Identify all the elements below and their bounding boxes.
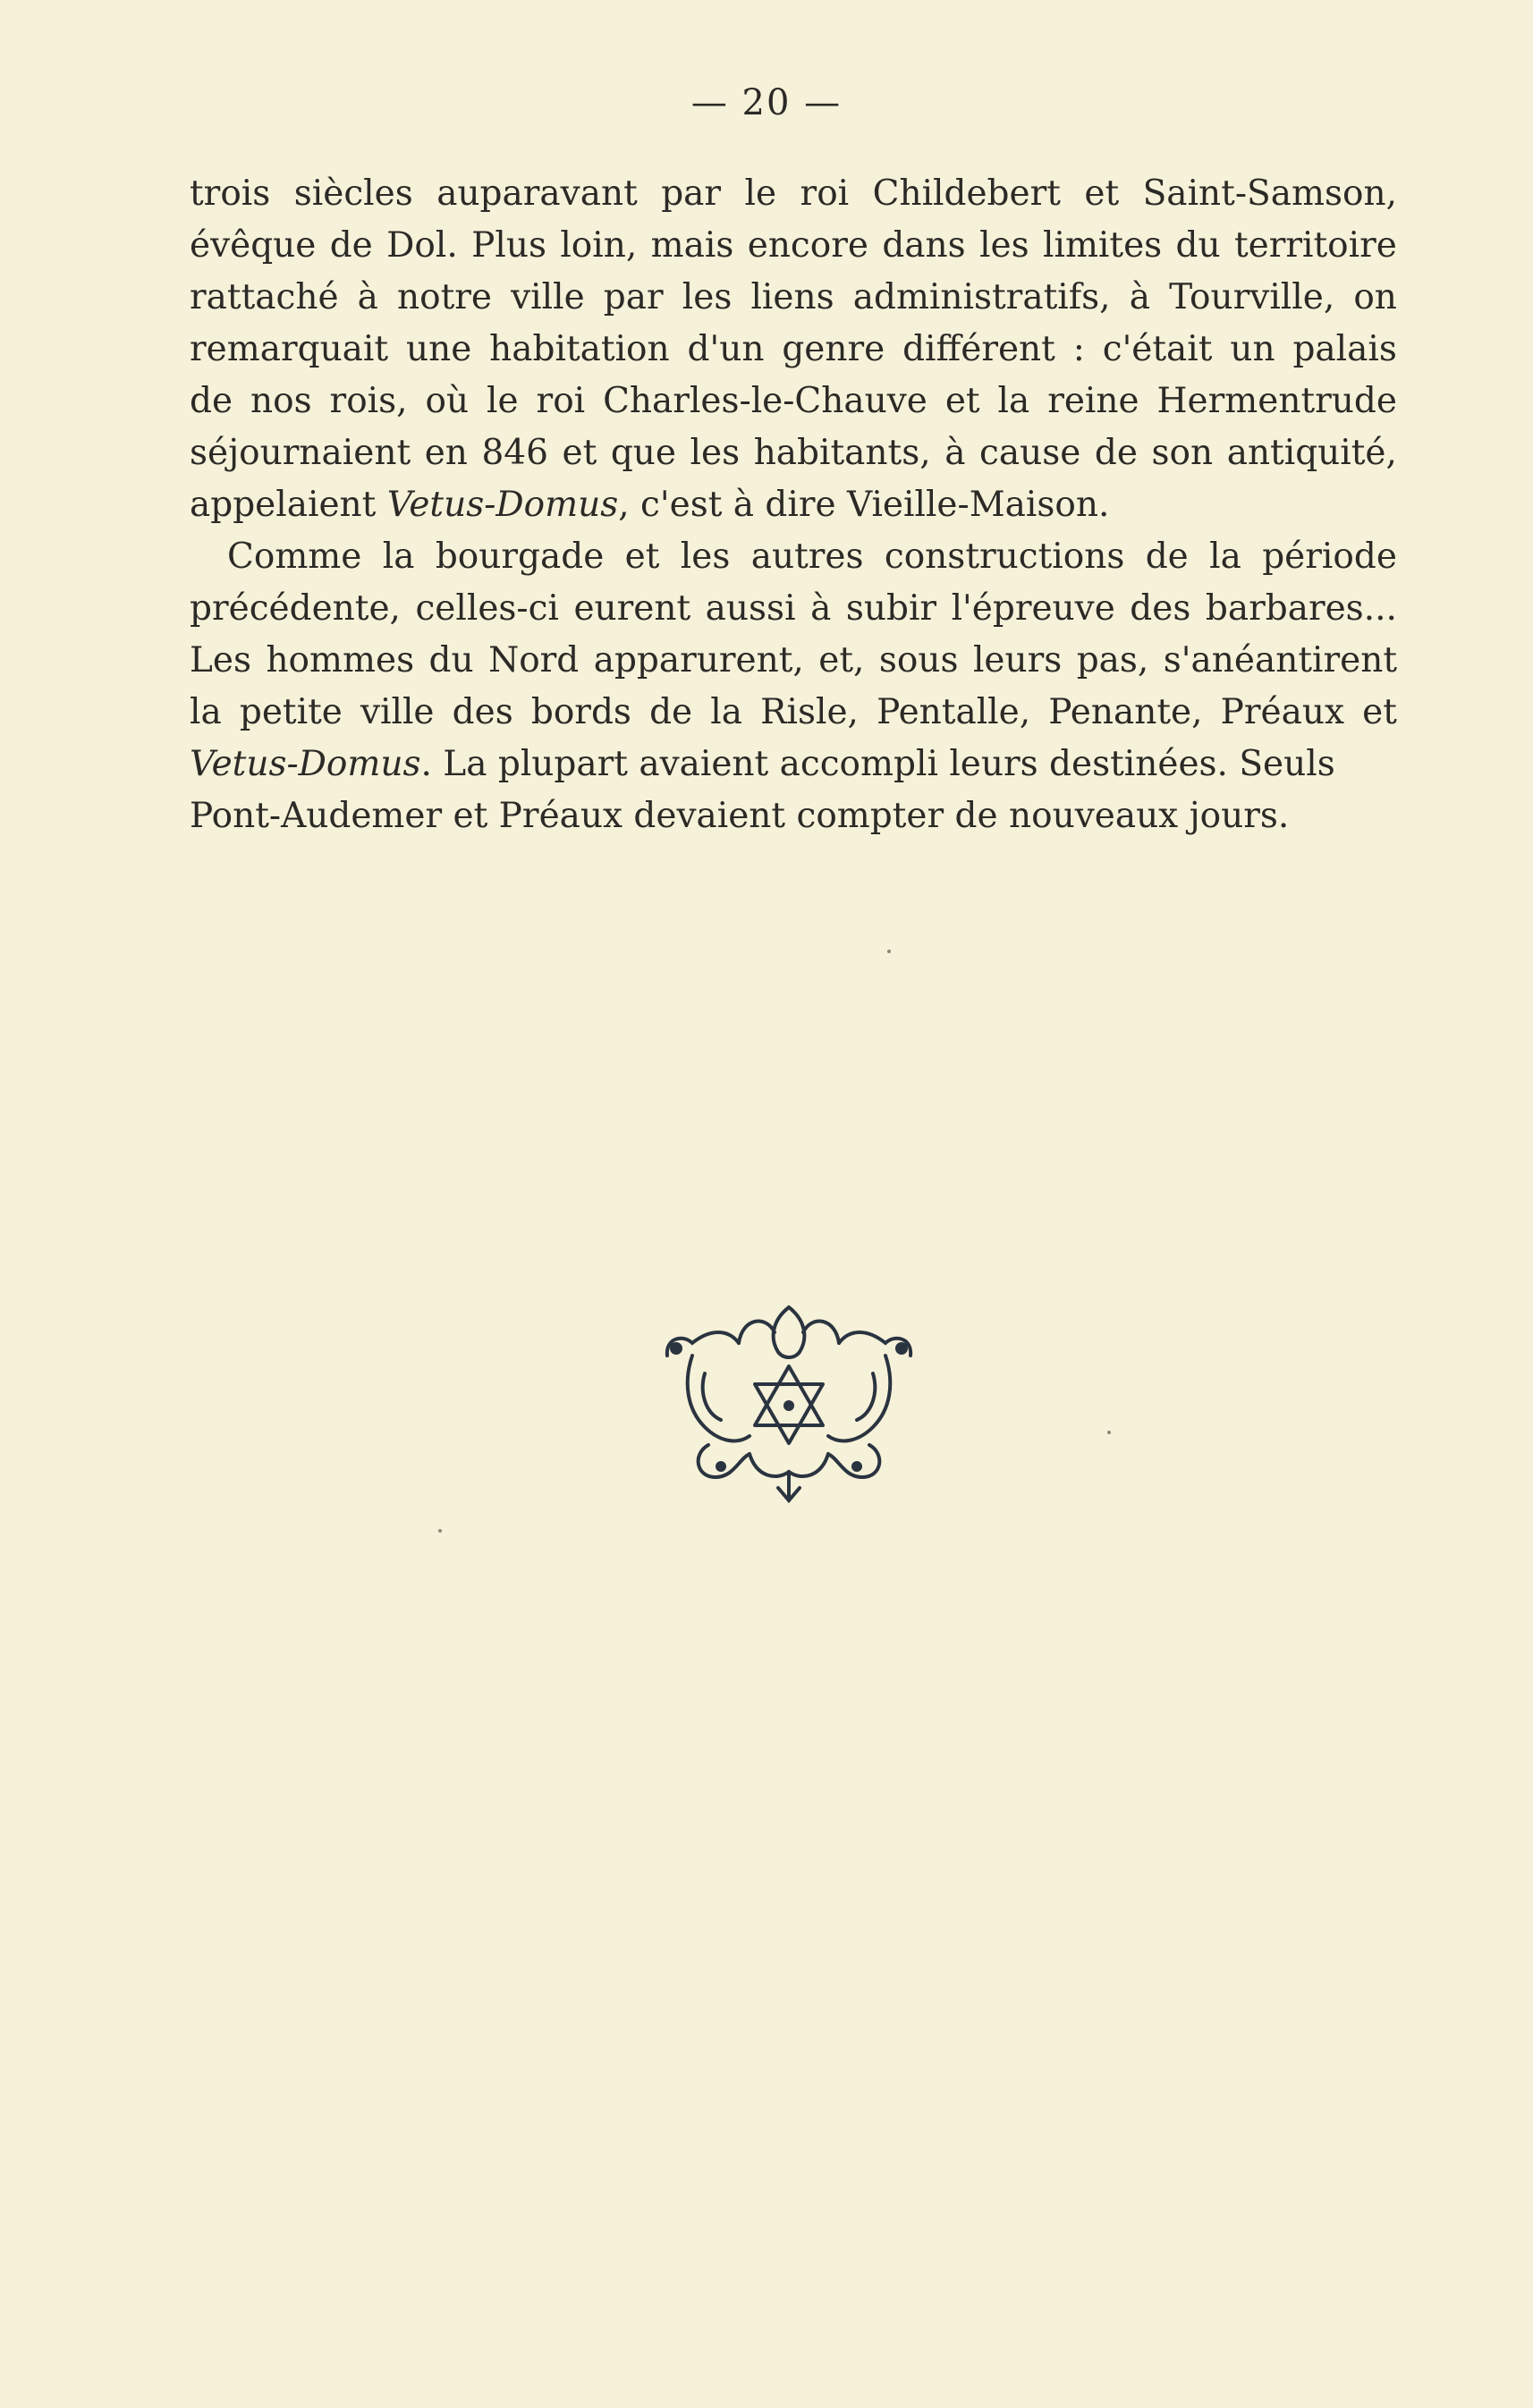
word: à [357, 277, 378, 317]
word: Nord [488, 640, 580, 680]
word: barbares... [1205, 588, 1397, 629]
word: à [810, 588, 832, 629]
word: et [944, 381, 980, 421]
word: siècles [293, 173, 413, 214]
word: par [603, 277, 664, 317]
word: Plus [471, 225, 546, 266]
word: 846 [481, 433, 548, 473]
word: territoire [1233, 225, 1397, 266]
word: constructions [884, 537, 1125, 577]
word: antiquité, [1226, 433, 1397, 473]
word: la [997, 381, 1030, 421]
word: palais [1292, 329, 1397, 369]
paper-speck [1107, 1431, 1111, 1434]
body-text [190, 168, 1397, 842]
italic-title: Vetus-Domus [386, 485, 619, 525]
word: la [710, 692, 742, 732]
word: à [1129, 277, 1150, 317]
word: et [562, 433, 597, 473]
word: le [487, 381, 519, 421]
word: son [1151, 433, 1214, 473]
word: roi [536, 381, 586, 421]
word: une [405, 329, 472, 369]
word: limites [1043, 225, 1163, 266]
word: la [382, 537, 415, 577]
word: d'un [687, 329, 765, 369]
word: mais [650, 225, 734, 266]
word: de [190, 381, 233, 421]
text-line [190, 376, 1397, 427]
word: de [1145, 537, 1189, 577]
word: apparurent, [593, 640, 804, 680]
word: loin, [560, 225, 638, 266]
word: un [1230, 329, 1275, 369]
word: subir [845, 588, 937, 629]
word: Tourville, [1169, 277, 1335, 317]
word: bords [530, 692, 631, 732]
word: de [649, 692, 693, 732]
word: petite [239, 692, 343, 732]
word: du [1175, 225, 1221, 266]
text-line: Vetus-Domus. La plupart avaient accompli leurs destinées. Seuls [190, 744, 1335, 784]
text-line [190, 324, 1397, 376]
text-line: appelaient Vetus-Domus, c'est à dire Vieille-Maison. [190, 485, 1110, 525]
word: la [190, 692, 222, 732]
word: des [1130, 588, 1191, 629]
word: Préaux [1220, 692, 1344, 732]
word: Comme [227, 537, 362, 577]
word: les [682, 277, 733, 317]
word: rois, [329, 381, 408, 421]
word: différent [902, 329, 1055, 369]
word: trois [190, 173, 271, 214]
word: bourgade [435, 537, 605, 577]
word: en [424, 433, 468, 473]
word: sous [878, 640, 959, 680]
word: reine [1047, 381, 1139, 421]
word: : [1072, 329, 1085, 369]
word: leurs [972, 640, 1063, 680]
text-line [190, 168, 1397, 220]
word: autres [750, 537, 864, 577]
word: Risle, [760, 692, 859, 732]
word: aussi [705, 588, 796, 629]
word: à [944, 433, 966, 473]
word: nos [250, 381, 312, 421]
word: Pentalle, [877, 692, 1031, 732]
word: Dol. [386, 225, 458, 266]
word: où [425, 381, 470, 421]
word: les [680, 537, 731, 577]
word: période [1262, 537, 1397, 577]
word: et, [818, 640, 865, 680]
word: séjournaient [190, 433, 411, 473]
word: cause [979, 433, 1081, 473]
word: celles-ci [415, 588, 559, 629]
word: Childebert [872, 173, 1061, 214]
fleuron-ornament-icon [656, 1302, 921, 1508]
word: roi [800, 173, 850, 214]
word: du [428, 640, 474, 680]
word: les [979, 225, 1029, 266]
text-line [190, 583, 1397, 635]
word: dans [882, 225, 966, 266]
word: de [329, 225, 373, 266]
word: le [744, 173, 777, 214]
word: s'anéantirent [1163, 640, 1397, 680]
text-line [190, 635, 1397, 687]
word: remarquait [190, 329, 389, 369]
word: que [610, 433, 676, 473]
word: Charles-le-Chauve [603, 381, 927, 421]
word: genre [782, 329, 885, 369]
word: la [1209, 537, 1241, 577]
word: auparavant [436, 173, 638, 214]
word: Penante, [1048, 692, 1203, 732]
text-line [190, 531, 1397, 583]
word: de [1094, 433, 1138, 473]
word: habitants, [753, 433, 931, 473]
word: Les [190, 640, 251, 680]
word: précédente, [190, 588, 401, 629]
word: ville [511, 277, 585, 317]
word: administratifs, [852, 277, 1111, 317]
word: des [452, 692, 513, 732]
word: notre [397, 277, 493, 317]
word: eurent [573, 588, 691, 629]
word: rattaché [190, 277, 339, 317]
paper-speck [438, 1529, 442, 1533]
italic-title: Vetus-Domus [190, 744, 421, 784]
text-line: Pont-Audemer et Préaux devaient compter de nouveaux jours. [190, 796, 1290, 836]
text-line [190, 427, 1397, 479]
word: on [1353, 277, 1397, 317]
word: par [661, 173, 722, 214]
word: l'épreuve [951, 588, 1115, 629]
word: évêque [190, 225, 317, 266]
word: hommes [266, 640, 415, 680]
paper-speck [887, 950, 891, 953]
word: Saint-Samson, [1142, 173, 1397, 214]
page-number: — 20 — [690, 82, 843, 123]
text-line [190, 687, 1397, 739]
word: et [1084, 173, 1120, 214]
text-line [190, 220, 1397, 272]
word: les [690, 433, 741, 473]
word: liens [750, 277, 834, 317]
text-line [190, 272, 1397, 324]
word: c'était [1102, 329, 1213, 369]
word: habitation [489, 329, 670, 369]
word: pas, [1076, 640, 1149, 680]
word: Hermentrude [1156, 381, 1397, 421]
word: ville [360, 692, 435, 732]
word: et [624, 537, 660, 577]
word: et [1362, 692, 1397, 732]
word: encore [747, 225, 868, 266]
